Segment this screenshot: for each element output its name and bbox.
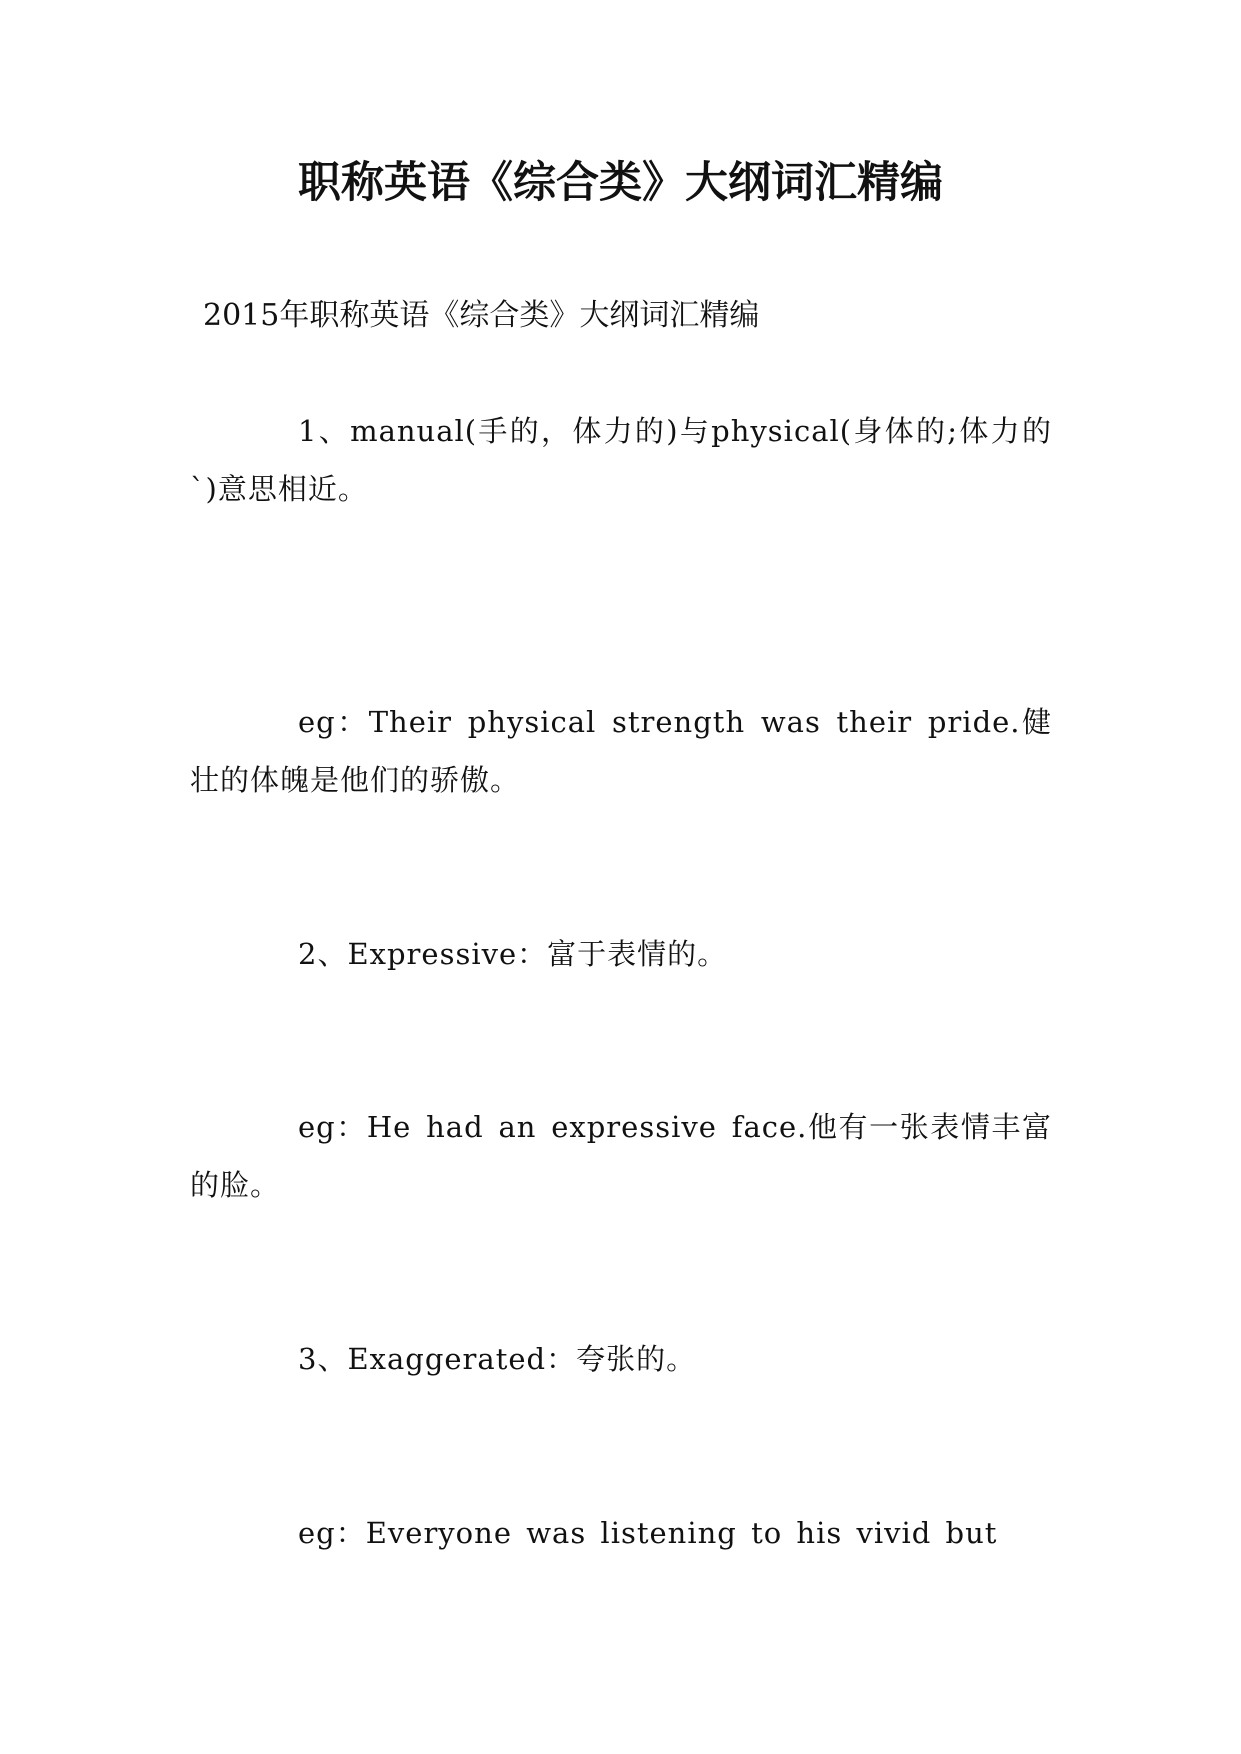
paragraph-2: eg：Their physical strength was their pride.健壮的体魄是他们的骄傲。 [190, 705, 1052, 797]
document-title: 职称英语《综合类》大纲词汇精编 [298, 158, 943, 208]
paragraph-6: eg：Everyone was listening to his vivid but [298, 1516, 998, 1550]
paragraph-5: 3、Exaggerated：夸张的。 [298, 1342, 697, 1376]
paragraph-3: 2、Expressive：富于表情的。 [298, 937, 728, 971]
paragraph-1: 1、manual(手的，体力的)与physical(身体的;体力的`)意思相近。 [190, 414, 1052, 506]
paragraph-4: eg：He had an expressive face.他有一张表情丰富的脸。 [190, 1110, 1052, 1202]
document-subtitle: 2015年职称英语《综合类》大纲词汇精编 [203, 298, 760, 333]
